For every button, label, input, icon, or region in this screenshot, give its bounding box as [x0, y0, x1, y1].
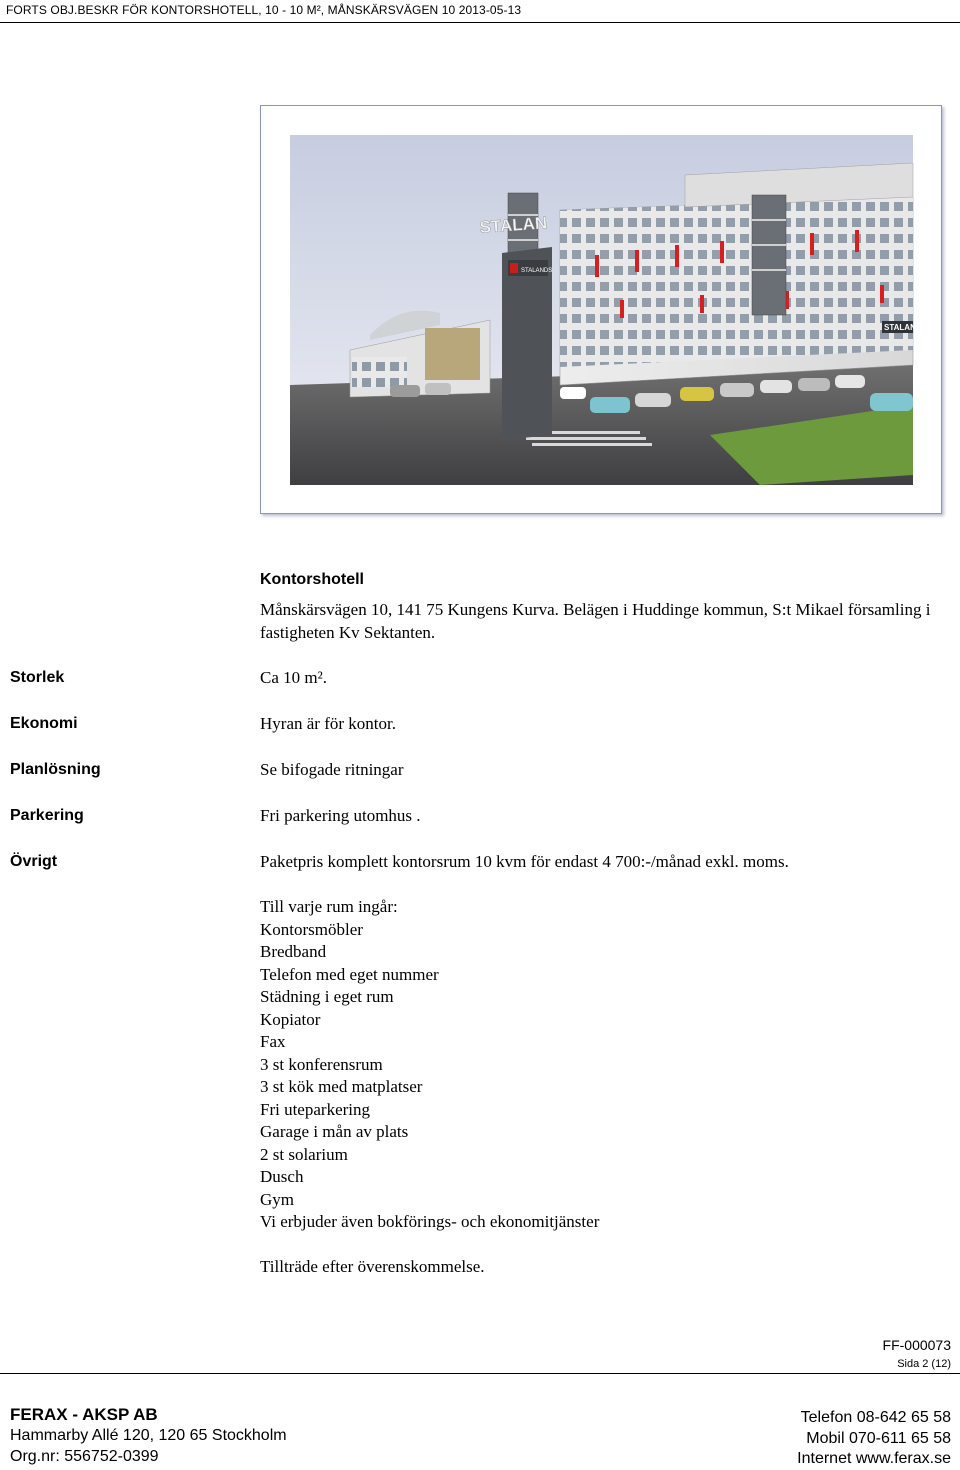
ground-sign-text: STALANDS	[884, 323, 927, 332]
document-number: FF-000073	[882, 1337, 951, 1353]
footer-contact-info	[797, 1408, 951, 1470]
includes-heading: Till varje rum ingår:	[260, 897, 398, 916]
list-item: Telefon med eget nummer	[260, 964, 439, 984]
size-label: Storlek	[10, 669, 65, 686]
list-item: Städning i eget rum	[260, 987, 394, 1006]
list-item: Gym	[260, 1189, 294, 1209]
list-item: Garage i mån av plats	[260, 1122, 409, 1141]
list-item: Kopiator	[260, 1009, 321, 1029]
footer-orgnr: Org.nr: 556752-0399	[10, 1448, 159, 1465]
footer-address: Hammarby Allé 120, 120 65 Stockholm	[10, 1427, 287, 1444]
footer-company-info	[10, 1404, 287, 1467]
includes-list	[260, 896, 599, 1234]
object-address: Månskärsvägen 10, 141 75 Kungens Kurva. Belägen i Huddinge kommun, S:t Mikael församling i fastigheten Kv Sektanten.	[260, 600, 931, 642]
other-value: Paketpris komplett kontorsrum 10 kvm för endast 4 700:-/månad exkl. moms.	[260, 852, 789, 871]
header-title: FORTS OBJ.BESKR FÖR KONTORSHOTELL, 10 - 10 M², MÅNSKÄRSVÄGEN 10 2013-05-13	[6, 3, 522, 17]
list-item: Dusch	[260, 1167, 304, 1186]
plan-label: Planlösning	[10, 761, 101, 778]
list-item: 2 st solarium	[260, 1144, 348, 1164]
list-item: Kontorsmöbler	[260, 919, 363, 939]
building-photo	[290, 135, 927, 485]
access-text: Tillträde efter överenskommelse.	[260, 1257, 485, 1276]
list-item: Fax	[260, 1032, 286, 1051]
other-label: Övrigt	[10, 853, 58, 870]
economy-label: Ekonomi	[10, 715, 78, 732]
tower-sign-text: STALANDS	[521, 268, 553, 274]
size-value: Ca 10 m².	[260, 668, 327, 687]
list-item: 3 st konferensrum	[260, 1054, 383, 1074]
list-item: Fri uteparkering	[260, 1099, 370, 1119]
page-header	[0, 0, 960, 23]
plan-value: Se bifogade ritningar	[260, 760, 404, 779]
footer-phone: Telefon 08-642 65 58	[800, 1409, 951, 1426]
economy-value: Hyran är för kontor.	[260, 714, 396, 733]
parking-label: Parkering	[10, 807, 84, 824]
footer-internet: Internet www.ferax.se	[797, 1450, 951, 1467]
roof-sign-text: STALAN	[478, 213, 548, 237]
object-title: Kontorshotell	[260, 571, 364, 588]
list-item: 3 st kök med matplatser	[260, 1077, 423, 1096]
footer-company-name: FERAX - AKSP AB	[10, 1405, 158, 1424]
building-photo-frame	[260, 105, 942, 514]
footer-mobile: Mobil 070-611 65 58	[806, 1429, 951, 1447]
footer-divider	[0, 1373, 960, 1374]
parking-value: Fri parkering utomhus .	[260, 806, 421, 825]
list-item: Vi erbjuder även bokförings- och ekonomitjänster	[260, 1212, 600, 1231]
page-number: Sida 2 (12)	[897, 1358, 951, 1370]
list-item: Bredband	[260, 942, 327, 961]
